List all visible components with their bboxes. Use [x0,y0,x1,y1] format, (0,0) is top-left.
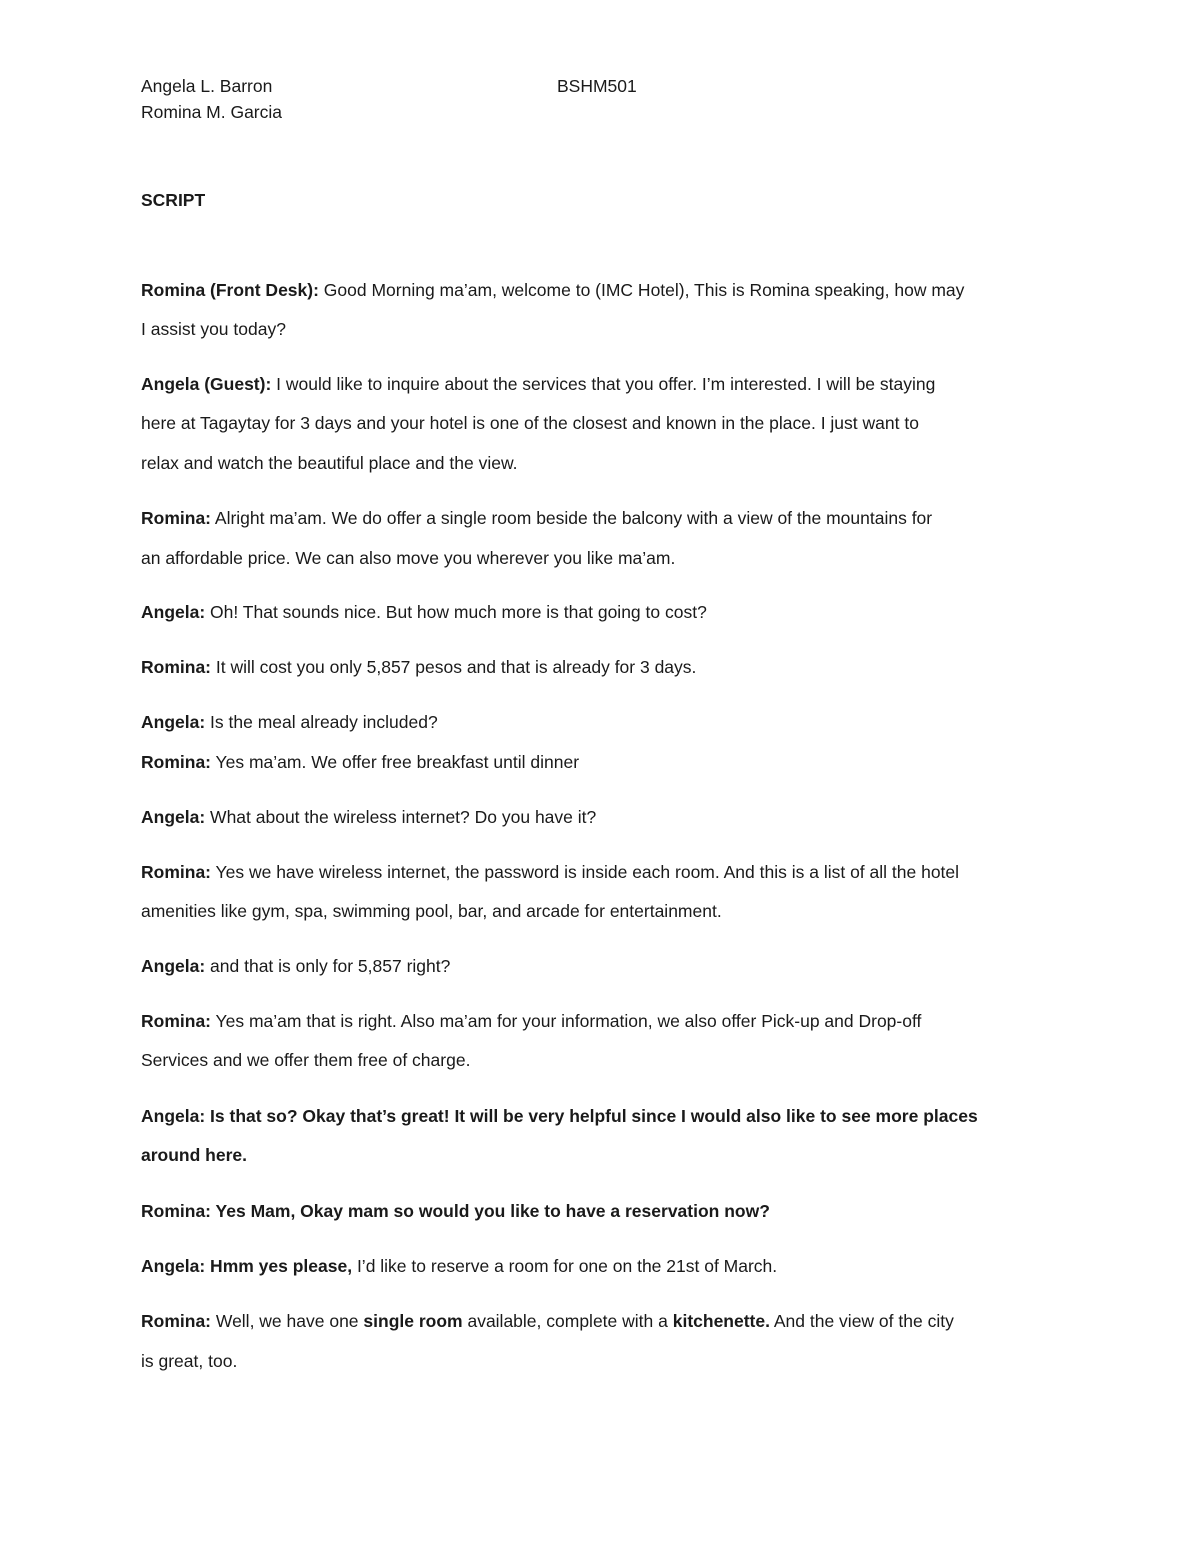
speaker: Romina: [141,508,211,528]
dialogue-line [141,602,707,623]
line-text: It will cost you only 5,857 pesos and that is already for 3 days. [211,657,697,677]
line-text: Is the meal already included? [205,712,438,732]
line-text: Oh! That sounds nice. But how much more is that going to cost? [205,602,707,622]
bold-phrase: single room [363,1311,463,1331]
dialogue-line [141,1311,954,1332]
dialogue-line [141,1011,921,1032]
dialogue-line [141,712,438,733]
line-text: Well, we have one [211,1311,364,1331]
line-text: I assist you today? [141,319,286,339]
line-text: Yes ma’am that is right. Also ma’am for your information, we also offer Pick-up and Drop-off [211,1011,922,1031]
dialogue-line [141,1351,237,1372]
bold-line-text: Angela: Is that so? Okay that’s great! It will be very helpful since I would also like to see more places [141,1106,978,1126]
line-text: an affordable price. We can also move you wherever you like ma’am. [141,548,676,568]
line-text: I would like to inquire about the services that you offer. I’m interested. I will be staying [271,374,936,394]
dialogue-line [141,1145,247,1166]
line-text: What about the wireless internet? Do you have it? [205,807,597,827]
speaker: Romina: [141,657,211,677]
line-text: I’d like to reserve a room for one on the 21st of March. [352,1256,778,1276]
speaker: Angela: [141,807,206,827]
line-text: available, complete with a [462,1311,673,1331]
dialogue-line [141,374,935,395]
bold-line-text: around here. [141,1145,247,1165]
line-text: Alright ma’am. We do offer a single room beside the balcony with a view of the mountains for [211,508,933,528]
speaker: Angela (Guest): [141,374,272,394]
line-text: Yes we have wireless internet, the password is inside each room. And this is a list of all the hotel [211,862,960,882]
dialogue-line [141,956,450,977]
line-text: And the view of the city [769,1311,954,1331]
line-text: here at Tagaytay for 3 days and your hotel is one of the closest and known in the place. I just want to [141,413,919,433]
speaker: Angela: [141,602,206,622]
dialogue-line [141,508,932,529]
line-text: Yes ma’am. We offer free breakfast until dinner [211,752,580,772]
dialogue-line [141,807,596,828]
dialogue-line [141,1201,770,1222]
line-text: Good Morning ma’am, welcome to (IMC Hotel), This is Romina speaking, how may [318,280,965,300]
line-text: relax and watch the beautiful place and the view. [141,453,518,473]
course-code: BSHM501 [557,76,637,96]
speaker: Romina: [141,1011,211,1031]
bold-phrase: Hmm yes please, [205,1256,353,1276]
dialogue-line [141,752,579,773]
speaker: Romina (Front Desk): [141,280,319,300]
author-1: Angela L. Barron [141,76,273,96]
speaker: Angela: [141,956,206,976]
author-2: Romina M. Garcia [141,102,283,122]
speaker: Romina: [141,862,211,882]
dialogue-line [141,413,919,434]
dialogue-line [141,657,696,678]
speaker: Angela: [141,712,206,732]
dialogue-line [141,1050,470,1071]
document-title: SCRIPT [141,190,206,210]
line-text: is great, too. [141,1351,238,1371]
dialogue-line [141,319,286,340]
speaker: Romina: [141,1311,211,1331]
line-text: Services and we offer them free of charge. [141,1050,471,1070]
dialogue-line [141,1256,777,1277]
dialogue-line [141,1106,978,1127]
speaker: Angela: [141,1256,206,1276]
speaker: Romina: [141,752,211,772]
bold-line-text: Romina: Yes Mam, Okay mam so would you like to have a reservation now? [141,1201,770,1221]
line-text: amenities like gym, spa, swimming pool, bar, and arcade for entertainment. [141,901,722,921]
line-text: and that is only for 5,857 right? [205,956,451,976]
dialogue-line [141,453,518,474]
dialogue-line [141,280,964,301]
dialogue-line [141,548,675,569]
bold-phrase: kitchenette. [672,1311,770,1331]
dialogue-line [141,901,722,922]
dialogue-line [141,862,959,883]
